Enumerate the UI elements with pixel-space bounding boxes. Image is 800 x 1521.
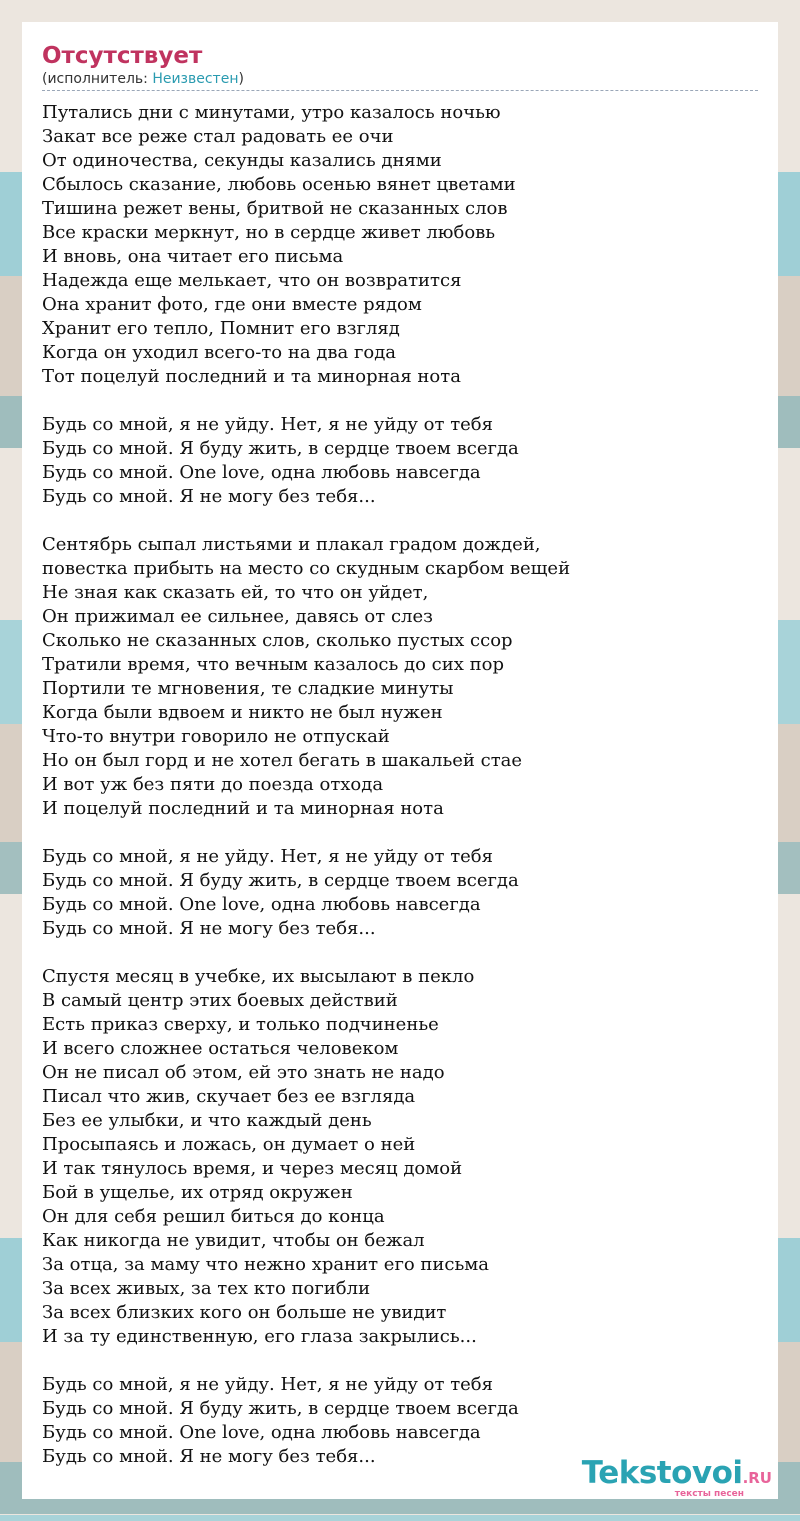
artist-prefix: (исполнитель:: [42, 71, 153, 87]
lyrics-line: Будь со мной. Я не могу без тебя...: [42, 918, 376, 939]
lyrics-line: За всех близких кого он больше не увидит: [42, 1302, 447, 1323]
lyrics-line: Есть приказ сверху, и только подчиненье: [42, 1014, 439, 1035]
lyrics-line: Будь со мной. One love, одна любовь навсегда: [42, 462, 481, 483]
lyrics-line: Будь со мной, я не уйду. Нет, я не уйду от тебя: [42, 414, 493, 435]
lyrics-line: Не зная как сказать ей, то что он уйдет,: [42, 582, 429, 603]
lyrics-line: Тратили время, что вечным казалось до сих пор: [42, 654, 504, 675]
artist-suffix: ): [238, 71, 244, 87]
artist-link[interactable]: Неизвестен: [152, 71, 239, 87]
lyrics-line: Просыпаясь и ложась, он думает о ней: [42, 1134, 416, 1155]
lyrics-line: Хранит его тепло, Помнит его взгляд: [42, 318, 400, 339]
lyrics-line: Закат все реже стал радовать ее очи: [42, 126, 394, 147]
lyrics-line: От одиночества, секунды казались днями: [42, 150, 442, 171]
lyrics-line: Он прижимал ее сильнее, давясь от слез: [42, 606, 433, 627]
lyrics-line: Все краски меркнут, но в сердце живет любовь: [42, 222, 496, 243]
logo-domain: .RU: [742, 1469, 772, 1487]
lyrics-line: Надежда еще мелькает, что он возвратится: [42, 270, 462, 291]
lyrics-stanza: [42, 533, 758, 821]
lyrics-line: Будь со мной. Я буду жить, в сердце твоем всегда: [42, 1398, 519, 1419]
lyrics-line: Тишина режет вены, бритвой не сказанных слов: [42, 198, 508, 219]
lyrics-line: Сколько не сказанных слов, сколько пустых ссор: [42, 630, 513, 651]
lyrics-line: Будь со мной. Я буду жить, в сердце твоем всегда: [42, 438, 519, 459]
lyrics-line: Что-то внутри говорило не отпускай: [42, 726, 390, 747]
lyrics-line: Будь со мной. One love, одна любовь навсегда: [42, 894, 481, 915]
lyrics-line: Будь со мной. Я не могу без тебя...: [42, 486, 376, 507]
lyrics-line: За отца, за маму что нежно хранит его письма: [42, 1254, 490, 1275]
lyrics-line: Она хранит фото, где они вместе рядом: [42, 294, 422, 315]
lyrics-line: И вновь, она читает его письма: [42, 246, 344, 267]
lyrics-line: Путались дни с минутами, утро казалось ночью: [42, 102, 501, 123]
song-title: Отсутствует: [42, 43, 203, 69]
lyrics-line: Сбылось сказание, любовь осенью вянет цветами: [42, 174, 516, 195]
lyrics-line: И вот уж без пяти до поезда отхода: [42, 774, 384, 795]
lyrics-stanza: [42, 965, 758, 1349]
lyrics-line: Он для себя решил биться до конца: [42, 1206, 385, 1227]
lyrics-line: Будь со мной, я не уйду. Нет, я не уйду от тебя: [42, 846, 493, 867]
lyrics-line: Будь со мной. Я не могу без тебя...: [42, 1446, 376, 1467]
lyrics-line: Будь со мной, я не уйду. Нет, я не уйду от тебя: [42, 1374, 493, 1395]
lyrics-line: И за ту единственную, его глаза закрылись...: [42, 1326, 477, 1347]
lyrics-line: Портили те мгновения, те сладкие минуты: [42, 678, 454, 699]
lyrics-line: Но он был горд и не хотел бегать в шакальей стае: [42, 750, 523, 771]
lyrics-line: Когда были вдвоем и никто не был нужен: [42, 702, 443, 723]
lyrics-line: Он не писал об этом, ей это знать не надо: [42, 1062, 445, 1083]
site-logo[interactable]: [582, 1457, 772, 1499]
lyrics-line: И всего сложнее остаться человеком: [42, 1038, 399, 1059]
bottom-strip: [0, 1515, 800, 1521]
lyrics-line: Будь со мной. One love, одна любовь навсегда: [42, 1422, 481, 1443]
logo-subtitle: тексты песен: [674, 1489, 744, 1499]
lyrics-line: Тот поцелуй последний и та минорная нота: [42, 366, 461, 387]
lyrics-line: Сентябрь сыпал листьями и плакал градом дождей,: [42, 534, 541, 555]
lyrics-line: Бой в ущелье, их отряд окружен: [42, 1182, 353, 1203]
lyrics-line: Без ее улыбки, и что каждый день: [42, 1110, 372, 1131]
lyrics-line: Будь со мной. Я буду жить, в сердце твоем всегда: [42, 870, 519, 891]
lyrics-stanza: [42, 413, 758, 509]
lyrics-body: [42, 101, 758, 1469]
artist-line: [42, 70, 758, 91]
lyrics-stanza: [42, 101, 758, 389]
lyrics-line: В самый центр этих боевых действий: [42, 990, 398, 1011]
lyrics-line: Писал что жив, скучает без ее взгляда: [42, 1086, 416, 1107]
lyrics-line: Спустя месяц в учебке, их высылают в пекло: [42, 966, 475, 987]
lyrics-line: повестка прибыть на место со скудным скарбом вещей: [42, 558, 571, 579]
lyrics-card: [22, 22, 778, 1499]
lyrics-line: Как никогда не увидит, чтобы он бежал: [42, 1230, 425, 1251]
lyrics-line: И поцелуй последний и та минорная нота: [42, 798, 444, 819]
lyrics-line: За всех живых, за тех кто погибли: [42, 1278, 371, 1299]
logo-wordmark: Tekstovoi: [581, 1455, 743, 1491]
lyrics-stanza: [42, 845, 758, 941]
lyrics-line: И так тянулось время, и через месяц домой: [42, 1158, 463, 1179]
lyrics-line: Когда он уходил всего-то на два года: [42, 342, 397, 363]
